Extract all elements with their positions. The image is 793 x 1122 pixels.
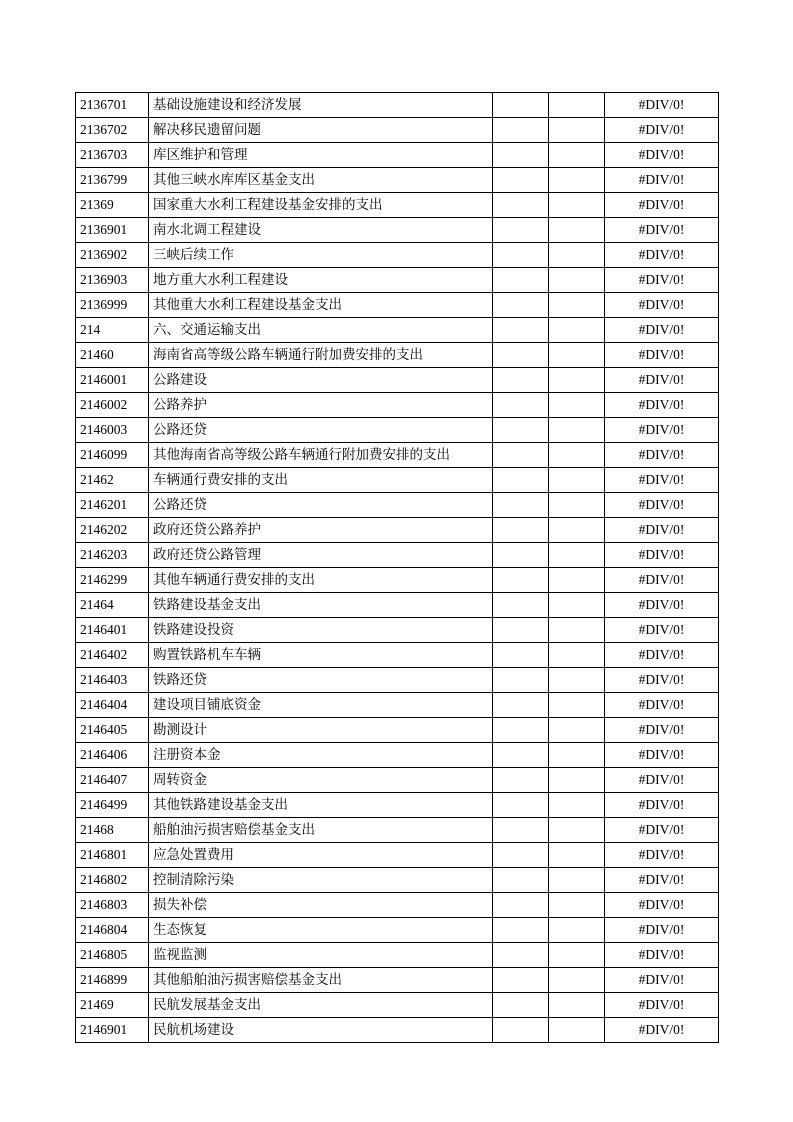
cell-code: 2146401 [76,618,149,643]
cell-name: 应急处置费用 [149,843,493,868]
cell-value: #DIV/0! [605,368,719,393]
cell-value: #DIV/0! [605,843,719,868]
cell-empty-b [549,643,605,668]
cell-code: 2146499 [76,793,149,818]
cell-code: 2146001 [76,368,149,393]
cell-name: 解决移民遗留问题 [149,118,493,143]
cell-value: #DIV/0! [605,818,719,843]
table-row [76,543,719,568]
table-row [76,518,719,543]
cell-empty-a [493,668,549,693]
table-row [76,743,719,768]
cell-code: 214 [76,318,149,343]
cell-empty-a [493,618,549,643]
table-body [76,93,719,1043]
cell-name: 其他重大水利工程建设基金支出 [149,293,493,318]
cell-code: 21469 [76,993,149,1018]
table-row [76,243,719,268]
cell-empty-a [493,593,549,618]
cell-empty-a [493,1018,549,1043]
cell-empty-a [493,143,549,168]
table-row [76,668,719,693]
cell-value: #DIV/0! [605,618,719,643]
cell-value: #DIV/0! [605,318,719,343]
table-row [76,93,719,118]
table-row [76,368,719,393]
table-row [76,593,719,618]
cell-name: 损失补偿 [149,893,493,918]
cell-value: #DIV/0! [605,293,719,318]
cell-empty-b [549,493,605,518]
cell-empty-b [549,443,605,468]
cell-empty-b [549,268,605,293]
cell-name: 其他车辆通行费安排的支出 [149,568,493,593]
cell-empty-b [549,343,605,368]
cell-name: 其他船舶油污损害赔偿基金支出 [149,968,493,993]
cell-code: 2146202 [76,518,149,543]
cell-code: 21460 [76,343,149,368]
cell-empty-b [549,943,605,968]
cell-code: 2146804 [76,918,149,943]
cell-empty-b [549,868,605,893]
cell-empty-a [493,818,549,843]
cell-empty-b [549,468,605,493]
cell-value: #DIV/0! [605,393,719,418]
cell-code: 2146407 [76,768,149,793]
cell-empty-b [549,418,605,443]
cell-name: 国家重大水利工程建设基金安排的支出 [149,193,493,218]
cell-code: 2136703 [76,143,149,168]
cell-value: #DIV/0! [605,443,719,468]
cell-empty-a [493,568,549,593]
table-row [76,793,719,818]
cell-empty-b [549,243,605,268]
cell-code: 2146805 [76,943,149,968]
cell-empty-a [493,193,549,218]
cell-empty-b [549,968,605,993]
cell-value: #DIV/0! [605,568,719,593]
cell-empty-a [493,518,549,543]
cell-empty-a [493,918,549,943]
cell-name: 铁路建设投资 [149,618,493,643]
cell-empty-b [549,93,605,118]
cell-name: 铁路建设基金支出 [149,593,493,618]
cell-code: 2146002 [76,393,149,418]
cell-empty-b [549,118,605,143]
cell-name: 三峡后续工作 [149,243,493,268]
cell-empty-b [549,293,605,318]
cell-value: #DIV/0! [605,668,719,693]
cell-name: 库区维护和管理 [149,143,493,168]
cell-empty-a [493,743,549,768]
cell-empty-a [493,693,549,718]
table-row [76,818,719,843]
cell-name: 铁路还贷 [149,668,493,693]
cell-empty-a [493,868,549,893]
table-row [76,218,719,243]
cell-value: #DIV/0! [605,518,719,543]
table-row [76,768,719,793]
cell-name: 车辆通行费安排的支出 [149,468,493,493]
cell-code: 2136701 [76,93,149,118]
cell-value: #DIV/0! [605,193,719,218]
cell-empty-b [549,393,605,418]
table-row [76,868,719,893]
cell-code: 21468 [76,818,149,843]
cell-name: 民航发展基金支出 [149,993,493,1018]
cell-name: 其他三峡水库库区基金支出 [149,168,493,193]
cell-value: #DIV/0! [605,543,719,568]
table-row [76,968,719,993]
cell-name: 公路还贷 [149,418,493,443]
cell-empty-a [493,93,549,118]
cell-code: 2146203 [76,543,149,568]
cell-name: 政府还贷公路养护 [149,518,493,543]
table-row [76,568,719,593]
cell-empty-b [549,793,605,818]
cell-code: 2146406 [76,743,149,768]
table-row [76,918,719,943]
cell-empty-a [493,418,549,443]
cell-empty-a [493,943,549,968]
cell-empty-b [549,718,605,743]
cell-value: #DIV/0! [605,143,719,168]
cell-value: #DIV/0! [605,743,719,768]
cell-value: #DIV/0! [605,768,719,793]
cell-code: 2146099 [76,443,149,468]
cell-empty-b [549,518,605,543]
table-row [76,193,719,218]
cell-value: #DIV/0! [605,868,719,893]
cell-empty-a [493,793,549,818]
cell-empty-a [493,768,549,793]
cell-code: 2146003 [76,418,149,443]
cell-code: 2146299 [76,568,149,593]
table-row [76,418,719,443]
cell-empty-a [493,393,549,418]
cell-empty-a [493,643,549,668]
cell-name: 其他海南省高等级公路车辆通行附加费安排的支出 [149,443,493,468]
cell-code: 2136901 [76,218,149,243]
cell-empty-a [493,218,549,243]
table-row [76,468,719,493]
table-row [76,693,719,718]
cell-name: 公路建设 [149,368,493,393]
table-row [76,343,719,368]
cell-code: 21369 [76,193,149,218]
cell-name: 生态恢复 [149,918,493,943]
cell-value: #DIV/0! [605,343,719,368]
budget-table [75,92,719,1043]
cell-code: 2146402 [76,643,149,668]
cell-name: 基础设施建设和经济发展 [149,93,493,118]
cell-value: #DIV/0! [605,793,719,818]
cell-empty-b [549,168,605,193]
cell-code: 2146404 [76,693,149,718]
cell-empty-b [549,143,605,168]
cell-value: #DIV/0! [605,418,719,443]
cell-name: 海南省高等级公路车辆通行附加费安排的支出 [149,343,493,368]
table-row [76,293,719,318]
cell-name: 六、交通运输支出 [149,318,493,343]
cell-empty-a [493,168,549,193]
cell-name: 注册资本金 [149,743,493,768]
cell-code: 2146801 [76,843,149,868]
cell-empty-a [493,893,549,918]
cell-name: 购置铁路机车车辆 [149,643,493,668]
cell-value: #DIV/0! [605,718,719,743]
cell-empty-b [549,843,605,868]
cell-empty-b [549,318,605,343]
table-row [76,618,719,643]
cell-name: 建设项目铺底资金 [149,693,493,718]
cell-name: 其他铁路建设基金支出 [149,793,493,818]
cell-name: 政府还贷公路管理 [149,543,493,568]
table-row [76,843,719,868]
cell-value: #DIV/0! [605,893,719,918]
cell-empty-b [549,543,605,568]
cell-empty-a [493,443,549,468]
cell-code: 2136902 [76,243,149,268]
cell-value: #DIV/0! [605,593,719,618]
cell-value: #DIV/0! [605,968,719,993]
cell-empty-a [493,718,549,743]
cell-value: #DIV/0! [605,643,719,668]
cell-code: 21462 [76,468,149,493]
table-row [76,118,719,143]
cell-empty-a [493,843,549,868]
cell-code: 2146802 [76,868,149,893]
cell-empty-a [493,993,549,1018]
cell-name: 勘测设计 [149,718,493,743]
cell-empty-a [493,318,549,343]
cell-empty-b [549,893,605,918]
cell-value: #DIV/0! [605,268,719,293]
cell-empty-b [549,618,605,643]
cell-code: 2146201 [76,493,149,518]
cell-name: 南水北调工程建设 [149,218,493,243]
cell-value: #DIV/0! [605,493,719,518]
cell-value: #DIV/0! [605,943,719,968]
cell-name: 公路养护 [149,393,493,418]
cell-empty-b [549,593,605,618]
cell-empty-b [549,368,605,393]
cell-value: #DIV/0! [605,243,719,268]
cell-code: 2146901 [76,1018,149,1043]
cell-code: 21464 [76,593,149,618]
cell-empty-b [549,568,605,593]
cell-empty-b [549,193,605,218]
table-row [76,443,719,468]
cell-code: 2136702 [76,118,149,143]
cell-code: 2146403 [76,668,149,693]
table-row [76,143,719,168]
cell-empty-a [493,268,549,293]
cell-value: #DIV/0! [605,218,719,243]
table-row [76,318,719,343]
table-row [76,993,719,1018]
cell-code: 2146899 [76,968,149,993]
cell-empty-b [549,668,605,693]
table-row [76,943,719,968]
cell-empty-a [493,343,549,368]
cell-empty-b [549,743,605,768]
cell-name: 监视监测 [149,943,493,968]
cell-empty-b [549,768,605,793]
cell-code: 2136999 [76,293,149,318]
cell-empty-a [493,468,549,493]
cell-empty-b [549,1018,605,1043]
cell-empty-a [493,368,549,393]
table-row [76,393,719,418]
cell-name: 船舶油污损害赔偿基金支出 [149,818,493,843]
cell-empty-a [493,293,549,318]
cell-empty-b [549,218,605,243]
cell-name: 地方重大水利工程建设 [149,268,493,293]
cell-value: #DIV/0! [605,168,719,193]
cell-name: 周转资金 [149,768,493,793]
cell-empty-b [549,993,605,1018]
table-row [76,1018,719,1043]
cell-name: 公路还贷 [149,493,493,518]
cell-value: #DIV/0! [605,918,719,943]
table-row [76,168,719,193]
table-row [76,643,719,668]
cell-value: #DIV/0! [605,993,719,1018]
cell-code: 2136903 [76,268,149,293]
cell-value: #DIV/0! [605,118,719,143]
cell-name: 民航机场建设 [149,1018,493,1043]
cell-empty-b [549,918,605,943]
cell-empty-b [549,818,605,843]
cell-empty-a [493,968,549,993]
cell-code: 2146405 [76,718,149,743]
cell-value: #DIV/0! [605,1018,719,1043]
cell-empty-b [549,693,605,718]
cell-value: #DIV/0! [605,693,719,718]
table-row [76,718,719,743]
table-row [76,893,719,918]
table-row [76,268,719,293]
table-row [76,493,719,518]
cell-code: 2136799 [76,168,149,193]
cell-empty-a [493,543,549,568]
cell-name: 控制清除污染 [149,868,493,893]
cell-code: 2146803 [76,893,149,918]
cell-empty-a [493,118,549,143]
cell-empty-a [493,493,549,518]
cell-value: #DIV/0! [605,93,719,118]
cell-value: #DIV/0! [605,468,719,493]
cell-empty-a [493,243,549,268]
